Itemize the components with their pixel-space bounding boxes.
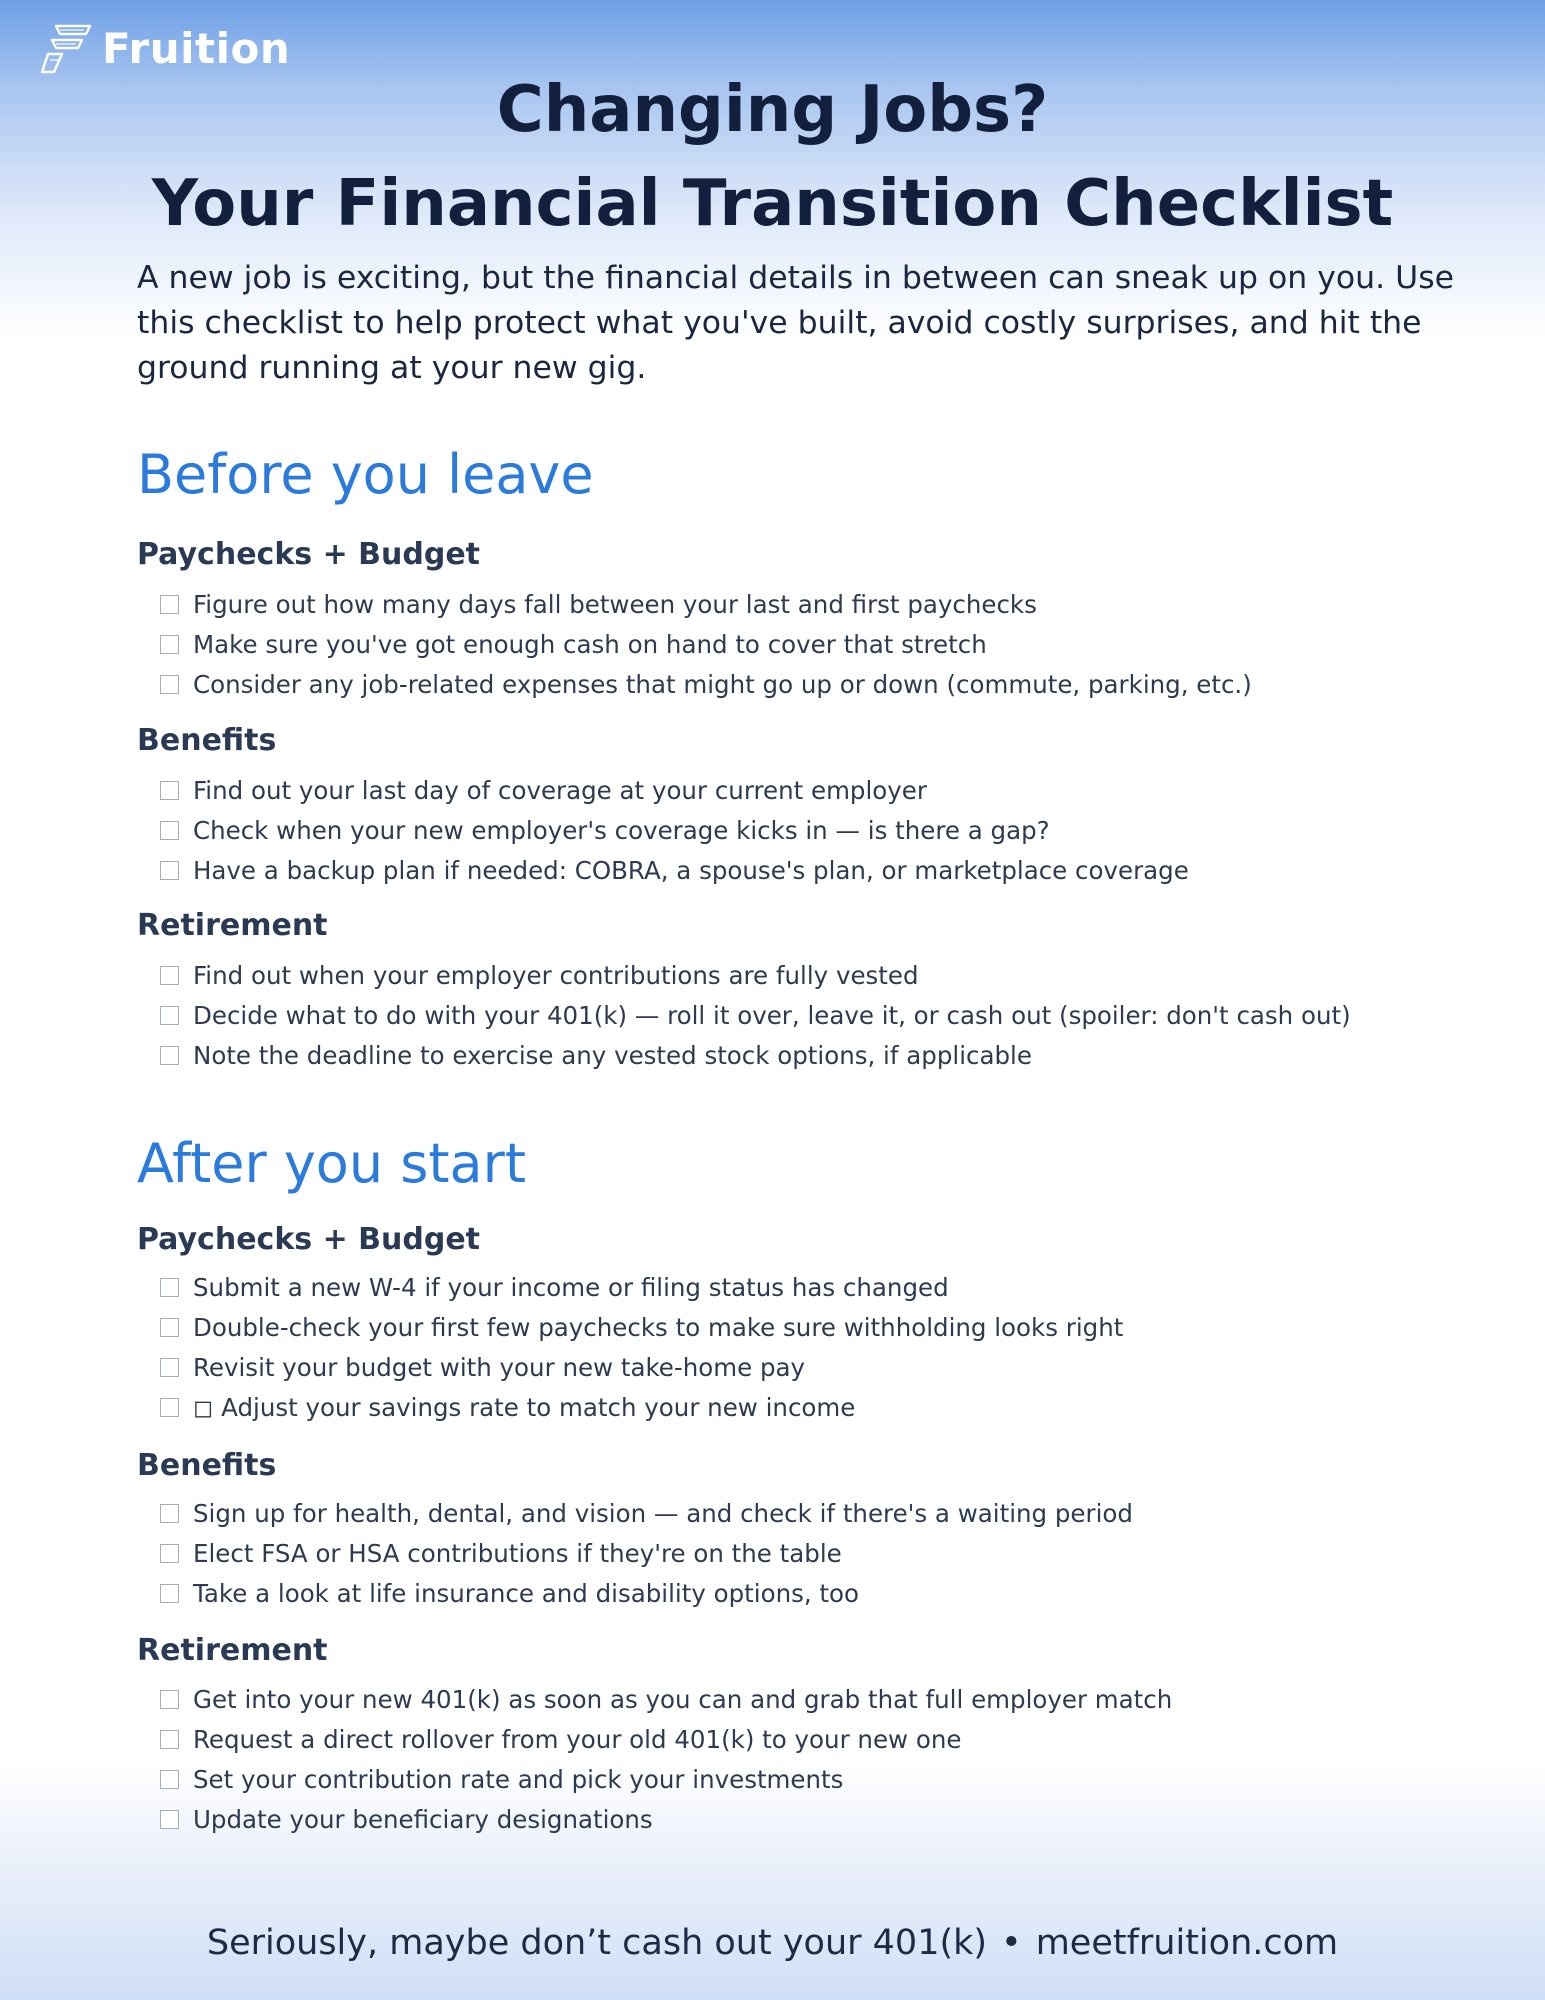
fruition-f-logo-icon — [40, 22, 92, 74]
checklist-item-label: Sign up for health, dental, and vision — and check if there's a waiting period — [193, 1498, 1133, 1528]
checklist-item[interactable] — [160, 770, 1189, 810]
checklist-item[interactable] — [160, 1267, 1123, 1307]
page-title-line-2: Your Financial Transition Checklist — [151, 167, 1394, 241]
brand-logo — [40, 22, 290, 74]
checklist-item[interactable] — [160, 1719, 1172, 1759]
footer — [0, 1923, 1545, 1963]
checklist-item[interactable] — [160, 810, 1189, 850]
checklist — [160, 1493, 1133, 1613]
checklist-item-label: Have a backup plan if needed: COBRA, a spouse's plan, or marketplace coverage — [193, 855, 1189, 885]
checkbox[interactable] — [160, 1278, 179, 1297]
checkbox[interactable] — [160, 675, 179, 694]
checkbox[interactable] — [160, 1318, 179, 1337]
subheading-benefits: Benefits — [137, 1448, 277, 1483]
checklist-item-label: ◻ Adjust your savings rate to match your new income — [193, 1392, 856, 1422]
page-title-line-1: Changing Jobs? — [496, 73, 1049, 147]
checkbox[interactable] — [160, 1046, 179, 1065]
checklist — [160, 584, 1252, 704]
checkbox[interactable] — [160, 1006, 179, 1025]
checklist-item[interactable] — [160, 664, 1252, 704]
subheading-paychecks-budget: Paychecks + Budget — [137, 1222, 481, 1257]
checklist — [160, 1679, 1172, 1839]
checklist-item-label: Request a direct rollover from your old 401(k) to your new one — [193, 1724, 962, 1754]
checklist-item[interactable] — [160, 1759, 1172, 1799]
checkbox[interactable] — [160, 1398, 179, 1417]
checkbox[interactable] — [160, 1810, 179, 1829]
checklist-item-label: Update your beneficiary designations — [193, 1804, 653, 1834]
checkbox[interactable] — [160, 1730, 179, 1749]
footer-website-link[interactable]: meetfruition.com — [1035, 1923, 1339, 1963]
footer-tagline: Seriously, maybe don’t cash out your 401(k) — [206, 1923, 988, 1963]
checkbox[interactable] — [160, 861, 179, 880]
checklist-item[interactable] — [160, 1307, 1123, 1347]
checkbox[interactable] — [160, 1690, 179, 1709]
checklist-item-label: Revisit your budget with your new take-home pay — [193, 1352, 806, 1382]
checklist-item[interactable] — [160, 955, 1351, 995]
checkbox[interactable] — [160, 821, 179, 840]
checklist-item-label: Elect FSA or HSA contributions if they're on the table — [193, 1538, 842, 1568]
checklist-item-label: Check when your new employer's coverage kicks in — is there a gap? — [193, 815, 1050, 845]
checklist-item-label: Note the deadline to exercise any vested stock options, if applicable — [193, 1040, 1032, 1070]
subheading-benefits: Benefits — [137, 723, 277, 758]
brand-name: Fruition — [102, 23, 291, 73]
checkbox[interactable] — [160, 1584, 179, 1603]
checklist-item[interactable] — [160, 995, 1351, 1035]
checklist-item[interactable] — [160, 1347, 1123, 1387]
checklist-item-label: Double-check your first few paychecks to make sure withholding looks right — [193, 1312, 1124, 1342]
checklist — [160, 955, 1351, 1075]
checklist-item[interactable] — [160, 1493, 1133, 1533]
checklist-item-label: Figure out how many days fall between your last and first paychecks — [193, 589, 1037, 619]
checklist-item-label: Consider any job-related expenses that might go up or down (commute, parking, etc.) — [193, 669, 1252, 699]
checklist-item-label: Submit a new W-4 if your income or filing status has changed — [193, 1272, 949, 1302]
checklist-item-label: Make sure you've got enough cash on hand to cover that stretch — [193, 629, 987, 659]
checkbox[interactable] — [160, 966, 179, 985]
checklist-item[interactable] — [160, 1035, 1351, 1075]
intro-paragraph: A new job is exciting, but the financial details in between can sneak up on you. Use this checklist to help protect what you've built, avoid costly surprises, and hit the ground running at your new gig. — [137, 260, 1455, 386]
checklist-item[interactable] — [160, 624, 1252, 664]
checklist-item[interactable] — [160, 1573, 1133, 1613]
checklist — [160, 770, 1189, 890]
subheading-paychecks-budget: Paychecks + Budget — [137, 537, 481, 572]
section-heading-before-you-leave: Before you leave — [137, 443, 594, 506]
checkbox[interactable] — [160, 781, 179, 800]
checklist-item[interactable] — [160, 1799, 1172, 1839]
checkbox[interactable] — [160, 1358, 179, 1377]
checkbox[interactable] — [160, 595, 179, 614]
checklist-item[interactable] — [160, 1533, 1133, 1573]
checklist-item-label: Take a look at life insurance and disability options, too — [193, 1578, 860, 1608]
checklist — [160, 1267, 1123, 1427]
subheading-retirement: Retirement — [137, 908, 328, 943]
checkbox[interactable] — [160, 635, 179, 654]
checklist-item[interactable] — [160, 850, 1189, 890]
footer-separator: • — [1001, 1923, 1022, 1963]
checkbox[interactable] — [160, 1770, 179, 1789]
section-heading-after-you-start: After you start — [137, 1132, 526, 1195]
checklist-item[interactable] — [160, 1679, 1172, 1719]
checkbox[interactable] — [160, 1544, 179, 1563]
checklist-item[interactable] — [160, 1387, 1123, 1427]
checklist-item-label: Decide what to do with your 401(k) — roll it over, leave it, or cash out (spoiler: don't cash out) — [193, 1000, 1351, 1030]
checklist-item-label: Set your contribution rate and pick your investments — [193, 1764, 844, 1794]
subheading-retirement: Retirement — [137, 1633, 328, 1668]
checkbox[interactable] — [160, 1504, 179, 1523]
checklist-item-label: Get into your new 401(k) as soon as you can and grab that full employer match — [193, 1684, 1173, 1714]
checklist-item[interactable] — [160, 584, 1252, 624]
checklist-item-label: Find out your last day of coverage at your current employer — [193, 775, 927, 805]
checklist-item-label: Find out when your employer contributions are fully vested — [193, 960, 919, 990]
